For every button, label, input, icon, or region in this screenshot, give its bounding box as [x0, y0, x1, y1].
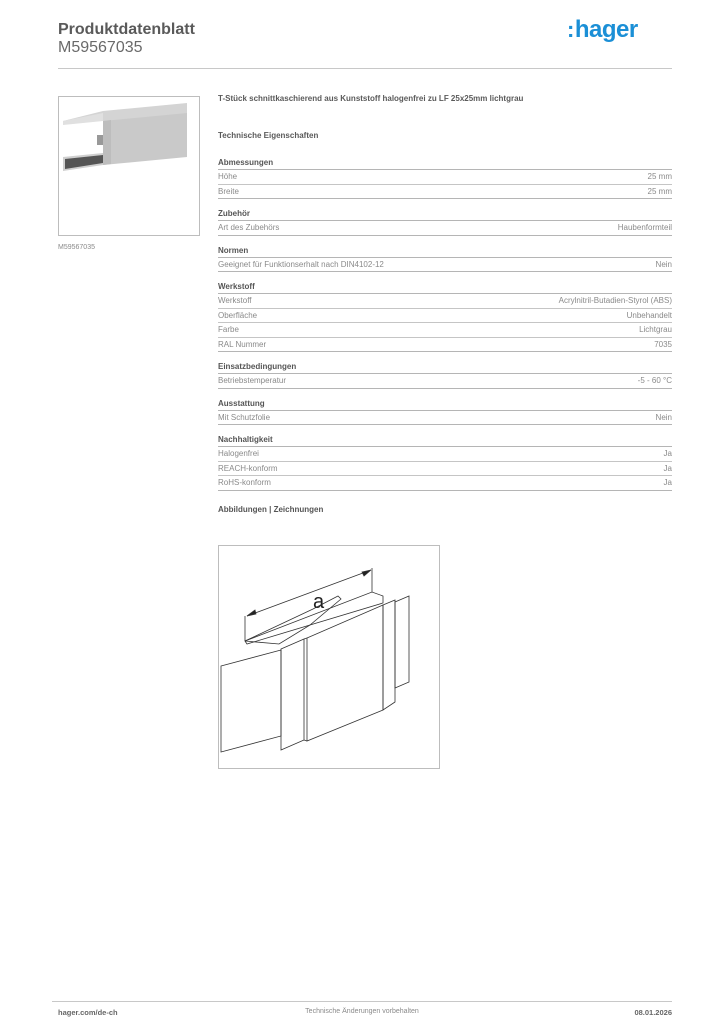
property-label: Werkstoff: [218, 296, 252, 305]
section-werkstoff: [218, 280, 672, 352]
property-label: Halogenfrei: [218, 449, 259, 458]
property-label: REACH-konform: [218, 463, 278, 473]
hager-logo: [567, 16, 638, 44]
section-title: Abmessungen: [218, 156, 672, 170]
section-title: Normen: [218, 244, 672, 258]
property-row: [218, 374, 672, 389]
property-label: Mit Schutzfolie: [218, 412, 271, 422]
section-abmessungen: [218, 156, 672, 199]
property-label: Art des Zubehörs: [218, 223, 280, 232]
property-value: 25 mm: [647, 186, 672, 196]
section-ausstattung: [218, 397, 672, 426]
property-row: [218, 221, 672, 236]
property-row: [218, 411, 672, 426]
property-label: Farbe: [218, 325, 239, 334]
property-value: Ja: [663, 463, 672, 473]
section-normen: [218, 244, 672, 273]
property-sections: [218, 156, 672, 491]
technical-drawing: [218, 545, 440, 769]
property-label: Höhe: [218, 172, 238, 181]
product-profile-icon: [59, 97, 199, 235]
property-row: [218, 338, 672, 353]
property-label: Breite: [218, 186, 239, 196]
drawings-heading: Abbildungen | Zeichnungen: [218, 504, 324, 514]
product-image-caption: M59567035: [58, 244, 95, 251]
property-row: [218, 462, 672, 477]
property-label: RAL Nummer: [218, 339, 267, 349]
section-nachhaltigkeit: [218, 433, 672, 491]
property-label: Betriebstemperatur: [218, 376, 287, 385]
property-row: [218, 258, 672, 273]
product-details: [218, 93, 672, 517]
property-label: Geeignet für Funktionserhalt nach DIN4102-12: [218, 259, 384, 269]
property-value: Nein: [655, 259, 672, 269]
tech-properties-heading: Technische Eigenschaften: [218, 131, 319, 140]
footer-website[interactable]: hager.com/de-ch: [58, 1008, 118, 1017]
section-title: Werkstoff: [218, 280, 672, 294]
header-title: Produktdatenblatt: [58, 21, 195, 38]
property-row: [218, 447, 672, 462]
section-title: Einsatzbedingungen: [218, 360, 672, 374]
property-label: Oberfläche: [218, 310, 258, 320]
section-zubehör: [218, 207, 672, 236]
property-value: Nein: [655, 412, 672, 422]
property-value: -5 - 60 °C: [637, 376, 672, 385]
property-value: 25 mm: [647, 172, 672, 181]
product-code: M59567035: [58, 39, 143, 56]
section-title: Nachhaltigkeit: [218, 433, 672, 447]
property-row: [218, 323, 672, 338]
header-divider: [58, 68, 672, 69]
section-title: Ausstattung: [218, 397, 672, 411]
t-piece-drawing-icon: [219, 546, 439, 768]
property-row: [218, 294, 672, 309]
property-value: Haubenformteil: [617, 223, 672, 232]
footer-notice: Technische Änderungen vorbehalten: [305, 1008, 419, 1015]
property-row: [218, 309, 672, 324]
property-value: 7035: [654, 339, 672, 349]
property-value: Lichtgrau: [639, 325, 672, 334]
property-value: Acrylnitril-Butadien-Styrol (ABS): [558, 296, 672, 305]
product-image: [58, 96, 200, 236]
property-row: [218, 185, 672, 200]
product-description: T-Stück schnittkaschierend aus Kunststoff halogenfrei zu LF 25x25mm lichtgrau: [218, 94, 524, 103]
property-value: Ja: [663, 478, 672, 487]
property-row: [218, 476, 672, 491]
section-title: Zubehör: [218, 207, 672, 221]
svg-text:a: a: [313, 591, 325, 613]
footer-divider: [52, 1001, 672, 1002]
property-value: Unbehandelt: [626, 310, 672, 320]
logo-colon-icon: :: [567, 17, 574, 42]
footer-date: 08.01.2026: [634, 1008, 672, 1017]
property-value: Ja: [663, 449, 672, 458]
property-row: [218, 170, 672, 185]
section-einsatzbedingungen: [218, 360, 672, 389]
logo-text: hager: [574, 16, 638, 43]
property-label: RoHS-konform: [218, 478, 271, 487]
